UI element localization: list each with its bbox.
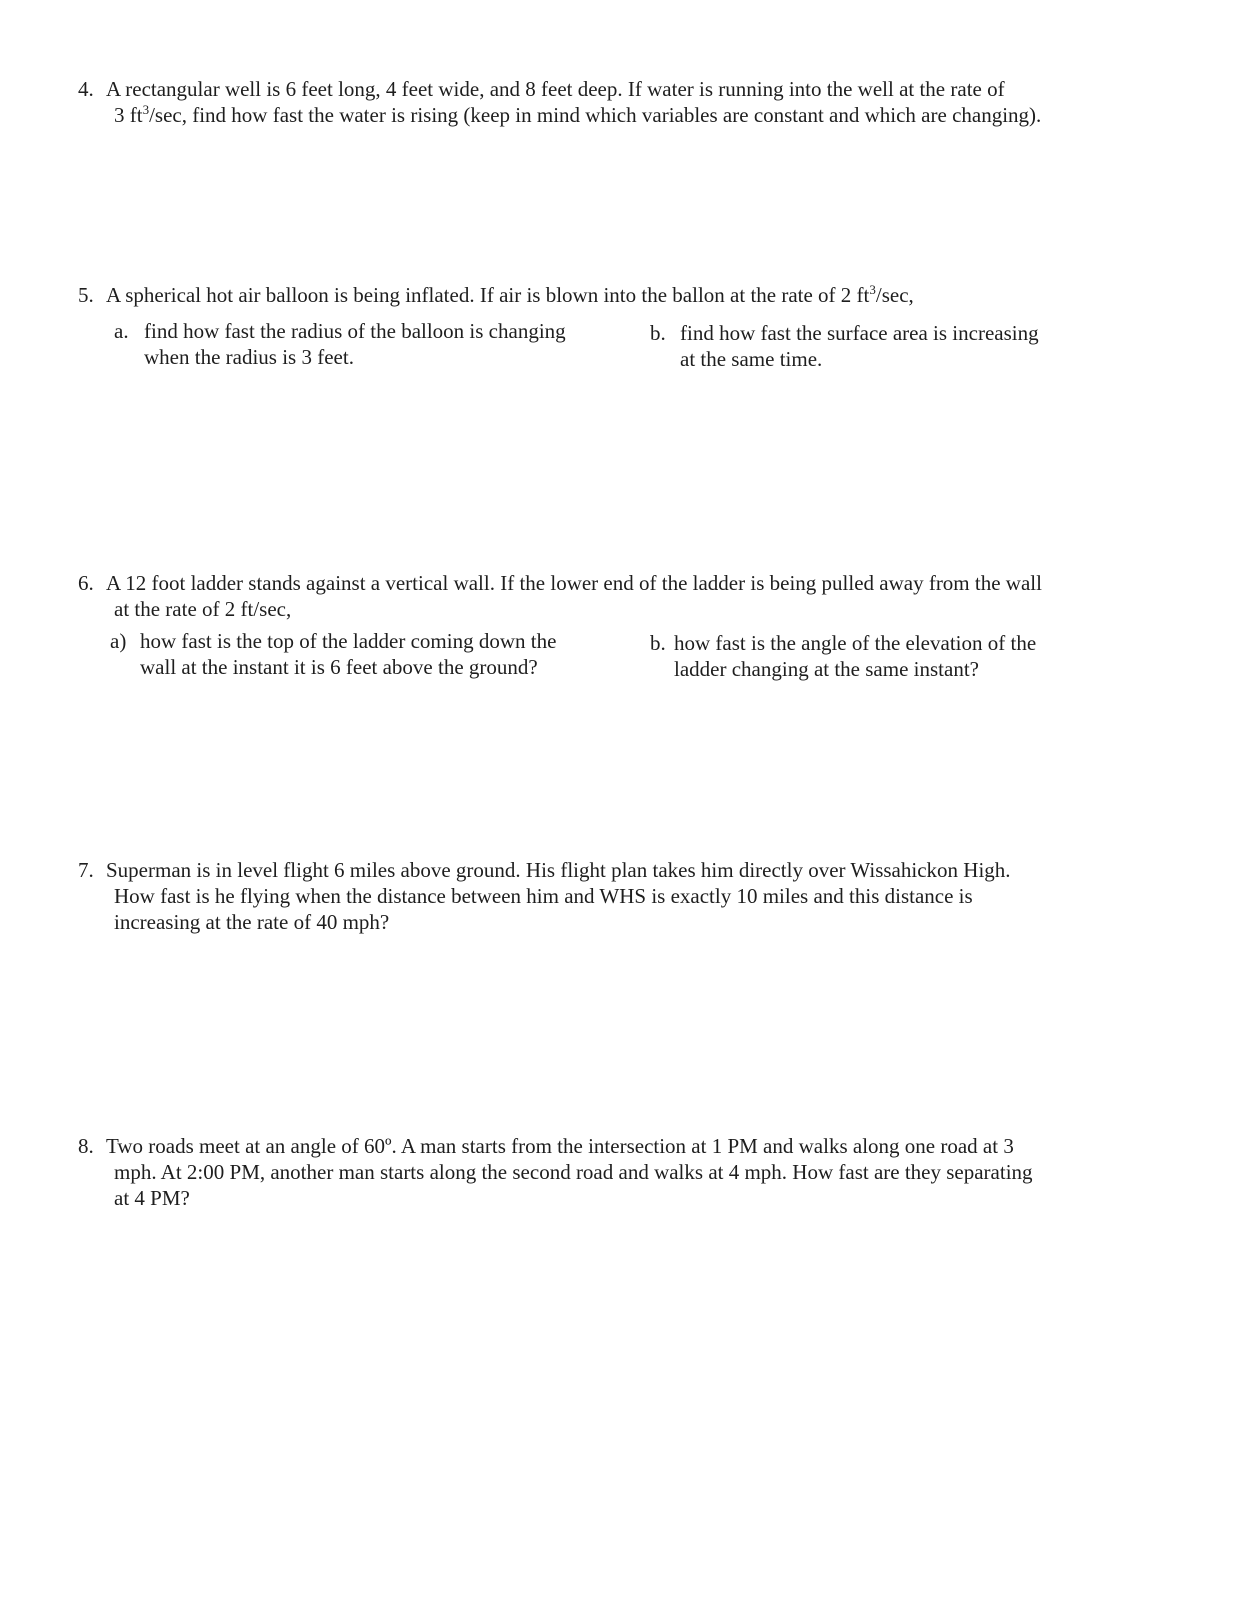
part-label: a) xyxy=(110,629,127,653)
superscript: 3 xyxy=(142,102,150,117)
problem-number: 5. xyxy=(78,283,94,307)
part-text-line: when the radius is 3 feet. xyxy=(144,345,354,369)
part-b xyxy=(650,320,1039,372)
problem-7 xyxy=(78,857,1168,935)
part-text-line: how fast is the top of the ladder coming down the xyxy=(140,629,557,653)
problem-text-line: Superman is in level flight 6 miles above ground. His flight plan takes him directly over Wissahickon High. xyxy=(106,858,1011,882)
problem-8 xyxy=(78,1133,1168,1211)
problem-text-line: increasing at the rate of 40 mph? xyxy=(114,910,390,934)
problem-text-line: A rectangular well is 6 feet long, 4 feet wide, and 8 feet deep. If water is running into the well at the rate of xyxy=(106,77,1005,101)
part-text-line: find how fast the radius of the balloon is changing xyxy=(144,319,566,343)
problem-text-line: How fast is he flying when the distance between him and WHS is exactly 10 miles and this distance is xyxy=(114,884,973,908)
problem-5 xyxy=(78,282,1168,371)
problem-4 xyxy=(78,76,1168,128)
part-label: a. xyxy=(114,319,129,343)
part-b xyxy=(650,630,1036,682)
part-a xyxy=(114,318,566,370)
part-a xyxy=(110,628,556,680)
part-text-line: find how fast the surface area is increasing xyxy=(680,321,1039,345)
problem-number: 8. xyxy=(78,1134,94,1158)
problem-text-line: Two roads meet at an angle of 60º. A man starts from the intersection at 1 PM and walks along one road at 3 xyxy=(106,1134,1014,1158)
problem-text-line: A spherical hot air balloon is being inflated. If air is blown into the ballon at the rate of 2 $ft^3/\sec$, xyxy=(106,282,914,307)
part-label: b. xyxy=(650,631,666,655)
part-label: b. xyxy=(650,321,666,345)
part-text-line: ladder changing at the same instant? xyxy=(674,657,979,681)
part-text-line: at the same time. xyxy=(680,347,823,371)
problem-number: 6. xyxy=(78,571,94,595)
superscript: 3 xyxy=(869,282,876,297)
part-text-line: how fast is the angle of the elevation of the xyxy=(674,631,1037,655)
problem-number: 4. xyxy=(78,77,94,101)
problem-number: 7. xyxy=(78,858,94,882)
problem-text-line: at the rate of 2 ft/sec, xyxy=(114,597,292,621)
problem-text-line: A 12 foot ladder stands against a vertical wall. If the lower end of the ladder is being pulled away from the wall xyxy=(106,571,1042,595)
part-text-line: wall at the instant it is 6 feet above the ground? xyxy=(140,655,538,679)
problem-text-line: mph. At 2:00 PM, another man starts along the second road and walks at 4 mph. How fast are they separating xyxy=(114,1160,1033,1184)
problem-6 xyxy=(78,570,1168,681)
problem-text-line: 3 $ft^3/\sec$, find how fast the water is rising (keep in mind which variables are constant and which are changing). xyxy=(114,102,1042,127)
problem-text-line: at 4 PM? xyxy=(114,1186,190,1210)
